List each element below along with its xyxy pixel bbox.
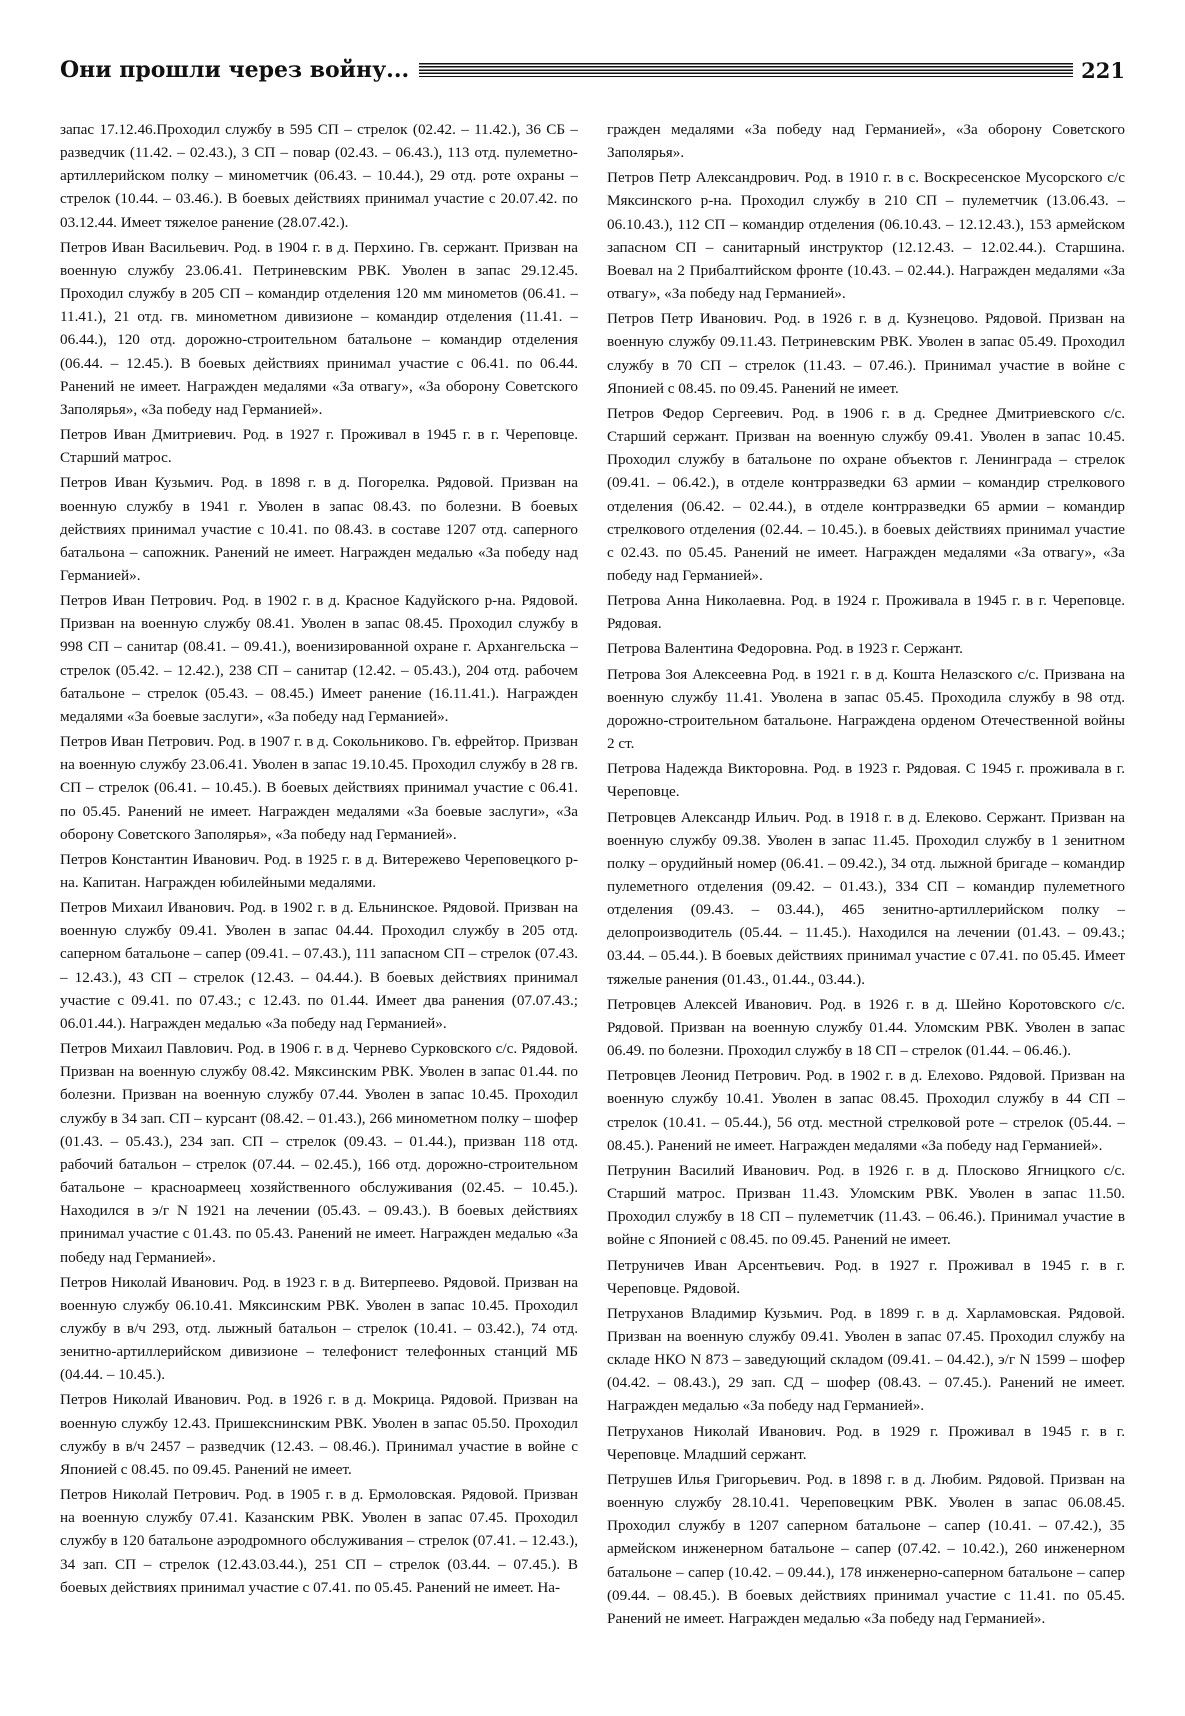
entry: Петрова Анна Николаевна. Род. в 1924 г. Проживала в 1945 г. в г. Череповце. Рядовая. — [607, 592, 1125, 633]
entry: Петровцев Алексей Иванович. Род. в 1926 г. в д. Шейно Коротовского с/с. Рядовой. Призван на военную службу 01.44. Уломским РВК. Уволен в запас 06.49. по болезни. Проходил службу в 18 СП – стрелок (01.44. – 06.46.). — [607, 995, 1125, 1060]
entry: Петров Иван Петрович. Род. в 1907 г. в д. Сокольниково. Гв. ефрейтор. Призван на военную службу 23.06.41. Уволен в запас 19.10.45. Проходил службу в 28 гв. СП – стрелок (06.41. – 10.45.). В боевых действиях принимал участие с 06.41. по 05.45. Ранений не имеет. Награжден медалями «За боевые заслуги», «За оборону Советского Заполярья», «За победу над Германией». — [60, 733, 578, 843]
entry: Петруничев Иван Арсентьевич. Род. в 1927 г. Проживал в 1945 г. в г. Череповце. Рядовой. — [607, 1256, 1125, 1297]
entry: запас 17.12.46.Проходил службу в 595 СП – стрелок (02.42. – 11.42.), 36 СБ – разведчик (11.42. – 02.43.), 3 СП – повар (02.43. – 06.43.), 113 отд. пулеметно-артиллерийском полку – минометчик (06.43. – 10.44.), 29 отд. роте охраны – стрелок (10.44. – 03.46.). В боевых действиях принимал участие с 20.07.42. по 03.12.44. Имеет тяжелое ранение (28.07.42.). — [60, 121, 578, 231]
entry: Петруханов Николай Иванович. Род. в 1929 г. Проживал в 1945 г. в г. Череповце. Младший сержант. — [607, 1422, 1125, 1463]
page-number: 221 — [1081, 57, 1125, 83]
header-rule — [419, 63, 1073, 77]
entry: Петров Михаил Павлович. Род. в 1906 г. в д. Чернево Сурковского с/с. Рядовой. Призван на военную службу 08.42. Мяксинским РВК. Уволен в запас 01.44. по болезни. Призван на военную службу 07.44. Уволен в запас 10.45. Проходил службу в 34 зап. СП – курсант (08.42. – 01.43.), 266 минометном полку – шофер (01.43. – 05.43.), 234 зап. СП – стрелок (09.43. – 01.44.), призван 118 отд. рабочий батальон – стрелок (07.44. – 02.45.), 166 отд. дорожно-строительном батальоне – красноармеец хозяйственного обслуживания (02.45. – 10.45.). Находился в э/г N 1921 на лечении (05.43. – 09.43.). В боевых действиях принимал участие с 01.43. по 05.43. Ранений не имеет. Награжден медалью «За победу над Германией». — [60, 1040, 578, 1266]
entry: Петров Михаил Иванович. Род. в 1902 г. в д. Ельнинское. Рядовой. Призван на военную службу 09.41. Уволен в запас 04.44. Проходил службу в 205 отд. саперном батальоне – сапер (09.41. – 07.43.), 111 запасном СП – стрелок (07.43. – 12.43.), 43 СП – стрелок (12.43. – 04.44.). В боевых действиях принимал участие с 09.41. по 07.43.; с 12.43. по 01.44. Имеет два ранения (07.07.43.; 06.01.44.). Награжден медалью «За победу над Германией». — [60, 899, 578, 1032]
entry: Петров Петр Иванович. Род. в 1926 г. в д. Кузнецово. Рядовой. Призван на военную службу 09.11.43. Петриневским РВК. Уволен в запас 05.49. Проходил службу в 70 СП – стрелок (11.43. – 07.46.). Принимал участие в войне с Японией с 08.45. по 09.45. Ранений не имеет. — [607, 310, 1125, 397]
entry: Петруханов Владимир Кузьмич. Род. в 1899 г. в д. Харламовская. Рядовой. Призван на военную службу 09.41. Уволен в запас 07.45. Проходил службу на складе НКО N 873 – заведующий складом (09.41. – 04.42.), э/г N 1599 – шофер (04.42. – 08.43.), 29 зап. СД – шофер (08.43. – 07.45.). Ранений не имеет. Награжден медалью «За победу над Германией». — [607, 1304, 1125, 1415]
entry: Петрова Зоя Алексеевна Род. в 1921 г. в д. Кошта Нелазского с/с. Призвана на военную службу 11.41. Уволена в запас 05.45. Проходила службу в 98 отд. дорожно-строительном батальоне. Награждена орденом Отечественной войны 2 ст. — [607, 665, 1125, 753]
entry: Петров Николай Иванович. Род. в 1923 г. в д. Витерпеево. Рядовой. Призван на военную службу 06.10.41. Мяксинским РВК. Уволен в запас 10.45. Проходил службу в в/ч 293, отд. лыжный батальон – стрелок (10.41. – 03.42.), 74 отд. зенитно-артиллерийском дивизионе – телефонист телефонных станций МБ (04.44. – 10.45.). — [60, 1273, 578, 1384]
entry: Петрушев Илья Григорьевич. Род. в 1898 г. в д. Любим. Рядовой. Призван на военную службу 28.10.41. Череповецким РВК. Уволен в запас 06.08.45. Проходил службу в 1207 саперном батальоне – сапер (10.41. – 07.42.), 35 армейском инженерном батальоне – сапер (07.42. – 10.42.), 260 инженерном батальоне – сапер (10.42. – 09.44.), 178 инженерно-саперном батальоне – сапер (09.44. – 08.45.). В боевых действиях принимал участие с 11.41. по 05.45. Ранений не имеет. Награжден медалью «За победу над Германией». — [607, 1470, 1125, 1627]
entry: Петров Николай Петрович. Род. в 1905 г. в д. Ермоловская. Рядовой. Призван на военную службу 07.41. Казанским РВК. Уволен в запас 07.45. Проходил службу в 120 батальоне аэродромного обслуживания – стрелок (07.41. – 12.43.), 34 зап. СП – стрелок (12.43.03.44.), 251 СП – стрелок (03.44. – 07.45.). В боевых действиях принимал участие с 07.41. по 05.45. Ранений не имеет. На- — [60, 1486, 578, 1596]
running-header — [60, 50, 1125, 90]
entry: Петров Петр Александрович. Род. в 1910 г. в с. Воскресенское Мусорского с/с Мяксинского р-на. Проходил службу в 210 СП – пулеметчик (13.06.43. – 06.10.43.), 112 СП – командир отделения (06.10.43. – 12.12.43.), 153 армейском запасном СП – санитарный инструктор (12.12.43. – 12.02.44.). Старшина. Воевал на 2 Прибалтийском фронте (10.43. – 02.44.). Награжден медалями «За отвагу», «За победу над Германией». — [607, 169, 1125, 303]
entry: Петрова Валентина Федоровна. Род. в 1923 г. Сержант. — [607, 640, 963, 658]
entry: Петрова Надежда Викторовна. Род. в 1923 г. Рядовая. С 1945 г. проживала в г. Череповце. — [607, 760, 1125, 801]
left-column — [60, 118, 578, 1698]
entry: Петров Иван Васильевич. Род. в 1904 г. в д. Перхино. Гв. сержант. Призван на военную службу 23.06.41. Петриневским РВК. Уволен в запас 29.12.45. Проходил службу в 205 СП – командир отделения 120 мм минометов (06.41. – 11.41.), 21 отд. гв. минометном дивизионе – командир отделения (11.41. – 06.44.), 120 отд. дорожно-строительном батальоне – командир отделения (06.44. – 12.45.). В боевых действиях принимал участие с 06.41. по 06.44. Ранений не имеет. Награжден медалями «За отвагу», «За оборону Советского Заполярья», «За победу над Германией». — [60, 238, 578, 418]
entry: Петров Иван Кузьмич. Род. в 1898 г. в д. Погорелка. Рядовой. Призван на военную службу в 1941 г. Уволен в запас 08.43. по болезни. В боевых действиях принимал участие с 10.41. по 08.43. в составе 1207 отд. саперного батальона – сапожник. Ранений не имеет. Награжден медалью «За победу над Германией». — [60, 474, 578, 584]
entry: Петров Иван Дмитриевич. Род. в 1927 г. Проживал в 1945 г. в г. Череповце. Старший матрос. — [60, 426, 578, 467]
entry: Петров Федор Сергеевич. Род. в 1906 г. в д. Среднее Дмитриевского с/с. Старший сержант. Призван на военную службу 09.41. Уволен в запас 10.45. Проходил службу в батальоне по охране объектов г. Ленинграда – стрелок (09.41. – 06.42.), в отделе контрразведки 63 армии – командир стрелкового отделения (06.42. – 02.44.), в отделе контрразведки 65 армии – командир стрелкового отделения (02.44. – 10.45.). в боевых действиях принимал участие с 02.43. по 05.45. Ранений не имеет. Награжден медалями «За отвагу», «За победу над Германией». — [607, 404, 1125, 584]
right-column — [607, 118, 1125, 1698]
entry: Петровцев Леонид Петрович. Род. в 1902 г. в д. Елехово. Рядовой. Призван на военную службу 10.41. Уволен в запас 08.45. Проходил службу в 44 СП – стрелок (10.41. – 05.44.), 56 отд. местной стрелковой роте – стрелок (05.44. – 08.45.). Ранений не имеет. Награжден медалями «За победу над Германией». — [607, 1067, 1125, 1154]
entry: Петров Константин Иванович. Род. в 1925 г. в д. Витережево Череповецкого р-на. Капитан. Награжден юбилейными медалями. — [60, 850, 578, 891]
text-columns — [60, 118, 1125, 1698]
entry: гражден медалями «За победу над Германией», «За оборону Советского Заполярья». — [607, 121, 1125, 162]
entry: Петровцев Александр Ильич. Род. в 1918 г. в д. Елеково. Сержант. Призван на военную службу 09.38. Уволен в запас 11.45. Проходил службу в 1 зенитном полку – орудийный номер (06.41. – 09.42.), 34 отд. лыжной бригаде – командир пулеметного отделения (09.42. – 01.43.), 334 СП – командир пулеметного отделения (09.43. – 03.44.), 465 зенитно-артиллерийском полку – делопроизводитель (05.44. – 11.45.). Находился на лечении (01.43. – 09.43.; 03.44. – 05.44.). В боевых действиях принимал участие с 07.41. по 05.45. Имеет тяжелые ранения (01.43., 01.44., 03.44.). — [607, 808, 1125, 988]
entry: Петрунин Василий Иванович. Род. в 1926 г. в д. Плосково Ягницкого с/с. Старший матрос. Призван 11.43. Уломским РВК. Уволен в запас 11.50. Проходил службу в 18 СП – пулеметчик (11.43. – 06.46.). Принимал участие в войне с Японией с 08.45. по 09.45. Ранений не имеет. — [607, 1161, 1125, 1249]
running-title: Они прошли через войну... — [60, 57, 410, 83]
entry: Петров Николай Иванович. Род. в 1926 г. в д. Мокрица. Рядовой. Призван на военную службу 12.43. Пришекснинским РВК. Уволен в запас 05.50. Проходил службу в в/ч 2457 – разведчик (12.43. – 08.46.). Принимал участие в войне с Японией с 08.45. по 09.45. Ранений не имеет. — [60, 1391, 578, 1478]
entry: Петров Иван Петрович. Род. в 1902 г. в д. Красное Кадуйского р-на. Рядовой. Призван на военную службу 08.41. Уволен в запас 08.45. Проходил службу в 998 СП – санитар (08.41. – 09.41.), военизированной охране г. Архангельска – стрелок (05.42. – 12.42.), 238 СП – санитар (12.42. – 05.43.), 204 отд. рабочем батальоне – стрелок (05.43. – 08.45.) Имеет ранение (16.11.41.). Награжден медалями «За боевые заслуги», «За победу над Германией». — [60, 592, 578, 725]
